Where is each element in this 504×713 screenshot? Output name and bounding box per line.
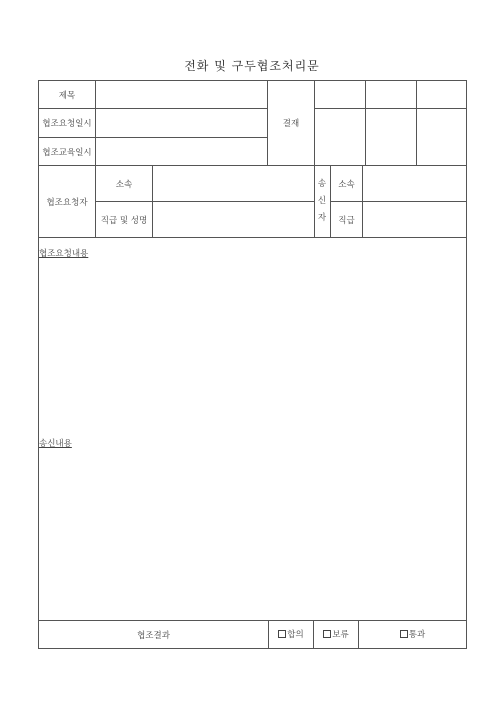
education-datetime-field[interactable] bbox=[96, 138, 267, 165]
sender-affiliation-field[interactable] bbox=[363, 166, 466, 201]
subject-field[interactable] bbox=[96, 81, 267, 108]
sender-affiliation-label: 소속 bbox=[338, 179, 355, 190]
checkbox-icon bbox=[278, 630, 286, 638]
sender-label-char: 자 bbox=[317, 213, 327, 223]
result-option-agree[interactable] bbox=[269, 620, 313, 648]
result-label: 협조결과 bbox=[137, 630, 170, 641]
approval-box-2[interactable] bbox=[366, 109, 416, 165]
request-content-area[interactable] bbox=[39, 262, 466, 432]
approval-box-3[interactable] bbox=[417, 109, 466, 165]
sender-rank-field[interactable] bbox=[363, 202, 466, 237]
option-label: 합의 bbox=[287, 630, 304, 640]
requester-label: 협조요청자 bbox=[46, 197, 88, 208]
document-title: 전화 및 구두협조처리문 bbox=[184, 59, 320, 73]
result-option-pass[interactable] bbox=[359, 620, 466, 648]
row-line bbox=[38, 237, 467, 238]
request-content-label: 협조요청내용 bbox=[39, 249, 89, 259]
approval-box-1[interactable] bbox=[315, 109, 365, 165]
sender-label bbox=[315, 176, 330, 227]
checkbox-icon bbox=[323, 630, 331, 638]
checkbox-icon bbox=[400, 630, 408, 638]
requester-rank-name-field[interactable] bbox=[153, 202, 314, 237]
result-option-hold[interactable] bbox=[314, 620, 358, 648]
border-bottom bbox=[38, 648, 467, 649]
subject-label: 제목 bbox=[58, 90, 76, 101]
option-label: 보류 bbox=[332, 630, 349, 640]
sender-rank-label: 직급 bbox=[338, 215, 355, 226]
request-datetime-field[interactable] bbox=[96, 109, 267, 137]
request-datetime-label: 협조요청일시 bbox=[42, 119, 92, 129]
requester-affiliation-field[interactable] bbox=[153, 166, 314, 201]
approval-label: 결재 bbox=[282, 119, 300, 129]
sender-label-char: 송 bbox=[317, 179, 327, 189]
requester-rank-name-label: 직급 및 성명 bbox=[100, 215, 148, 226]
education-datetime-label: 협조교육일시 bbox=[42, 147, 92, 158]
sender-label-char: 신 bbox=[317, 196, 327, 206]
option-label: 통과 bbox=[408, 630, 426, 640]
requester-affiliation-label: 소속 bbox=[115, 179, 133, 190]
send-content-area[interactable] bbox=[39, 452, 466, 618]
send-content-label: 송신내용 bbox=[39, 439, 72, 449]
